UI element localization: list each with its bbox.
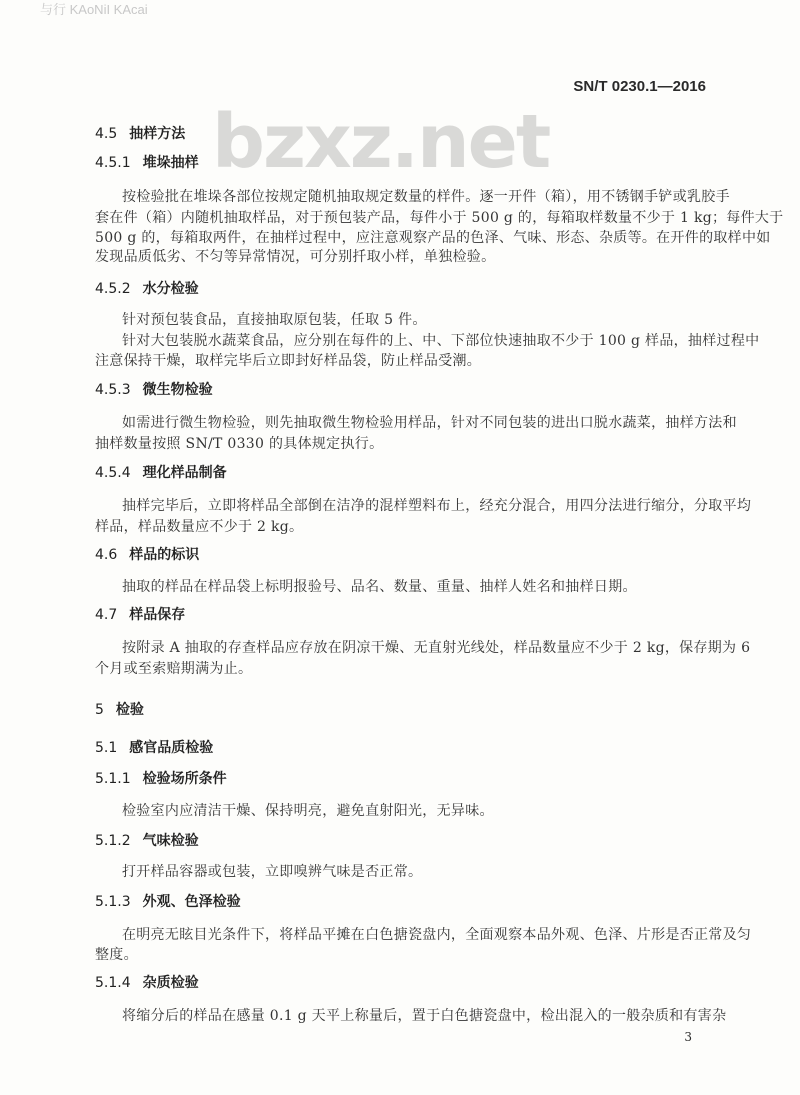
paragraph-line: 整度。 <box>95 947 138 963</box>
paragraph-line: 将缩分后的样品在感量 0.1 g 天平上称量后，置于白色搪瓷盘中，检出混入的一般杂质和有害杂 <box>122 1008 727 1024</box>
section-number: 4.6 <box>95 547 118 563</box>
section-number: 4.5.2 <box>95 281 131 297</box>
section-title: 感官品质检验 <box>129 740 214 756</box>
section-title: 理化样品制备 <box>142 465 227 481</box>
section-title: 样品的标识 <box>129 547 200 563</box>
paragraph-line: 如需进行微生物检验，则先抽取微生物检验用样品，针对不同包装的进出口脱水蔬菜，抽样方法和 <box>122 415 737 431</box>
section-title: 检验场所条件 <box>142 771 227 787</box>
section-heading <box>95 769 227 789</box>
paragraph-line: 注意保持干燥，取样完毕后立即封好样品袋，防止样品受潮。 <box>95 353 482 369</box>
paragraph-line: 套在件（箱）内随机抽取样品，对于预包装产品，每件小于 500 g 的，每箱取样数量不少于 1 kg；每件大于 <box>95 210 784 226</box>
paragraph-line: 样品，样品数量应不少于 2 kg。 <box>95 519 304 535</box>
watermark-top-left: 与行 KAoNiI KAcai <box>40 2 148 17</box>
paragraph-line: 发现品质低劣、不匀等异常情况，可分别扦取小样，单独检验。 <box>95 249 496 265</box>
paragraph-line: 在明亮无眩目光条件下，将样品平摊在白色搪瓷盘内，全面观察本品外观、色泽、片形是否正常及匀 <box>122 927 752 943</box>
section-title: 样品保存 <box>129 607 186 623</box>
section-number: 5.1.2 <box>95 833 131 849</box>
section-number: 4.7 <box>95 607 118 623</box>
section-heading <box>95 463 227 483</box>
section-number: 5 <box>95 702 104 718</box>
section-number: 4.5.3 <box>95 382 131 398</box>
paragraph-line: 打开样品容器或包装，立即嗅辨气味是否正常。 <box>122 864 423 880</box>
section-title: 抽样方法 <box>129 126 186 142</box>
section-number: 4.5 <box>95 126 118 142</box>
section-number: 5.1.3 <box>95 894 131 910</box>
section-title: 杂质检验 <box>142 975 199 991</box>
section-title: 检验 <box>115 702 144 718</box>
section-title: 气味检验 <box>142 833 199 849</box>
section-title: 外观、色泽检验 <box>142 894 241 910</box>
section-heading <box>95 973 199 993</box>
section-title: 堆垛抽样 <box>142 155 199 171</box>
paragraph-line: 针对大包装脱水蔬菜食品，应分别在每件的上、中、下部位快速抽取不少于 100 g 样品，抽样过程中 <box>122 333 760 349</box>
section-heading <box>95 831 199 851</box>
paragraph-line: 检验室内应清洁干燥、保持明亮，避免直射阳光，无异味。 <box>122 803 494 819</box>
section-heading <box>95 279 199 299</box>
paragraph-line: 抽样数量按照 SN/T 0330 的具体规定执行。 <box>95 436 384 452</box>
section-heading <box>95 700 144 720</box>
section-number: 4.5.1 <box>95 155 131 171</box>
section-heading <box>95 545 199 565</box>
section-heading <box>95 892 241 912</box>
paragraph-line: 个月或至索赔期满为止。 <box>95 661 253 677</box>
paragraph-line: 500 g 的，每箱取两件，在抽样过程中，应注意观察产品的色泽、气味、形态、杂质等。在开件的取样中如 <box>95 230 771 246</box>
page-number: 3 <box>684 1030 692 1044</box>
section-heading <box>95 380 213 400</box>
watermark-center: bzxz.net <box>212 99 550 185</box>
section-number: 5.1.1 <box>95 771 131 787</box>
section-heading <box>95 153 199 173</box>
section-heading <box>95 124 185 144</box>
section-title: 微生物检验 <box>142 382 213 398</box>
section-number: 4.5.4 <box>95 465 131 481</box>
section-heading <box>95 605 185 625</box>
paragraph-line: 针对预包装食品，直接抽取原包装，任取 5 件。 <box>122 312 427 328</box>
section-title: 水分检验 <box>142 281 199 297</box>
paragraph-line: 抽样完毕后，立即将样品全部倒在洁净的混样塑料布上，经充分混合，用四分法进行缩分，分取平均 <box>122 498 752 514</box>
section-heading <box>95 738 213 758</box>
standard-number: SN/T 0230.1—2016 <box>573 78 706 95</box>
section-number: 5.1 <box>95 740 118 756</box>
paragraph-line: 按附录 A 抽取的存查样品应存放在阴凉干燥、无直射光线处，样品数量应不少于 2 kg，保存期为 6 <box>122 640 751 656</box>
section-number: 5.1.4 <box>95 975 131 991</box>
paragraph-line: 抽取的样品在样品袋上标明报验号、品名、数量、重量、抽样人姓名和抽样日期。 <box>122 579 637 595</box>
paragraph-line: 按检验批在堆垛各部位按规定随机抽取规定数量的样件。逐一开件（箱），用不锈钢手铲或乳胶手 <box>122 189 730 205</box>
